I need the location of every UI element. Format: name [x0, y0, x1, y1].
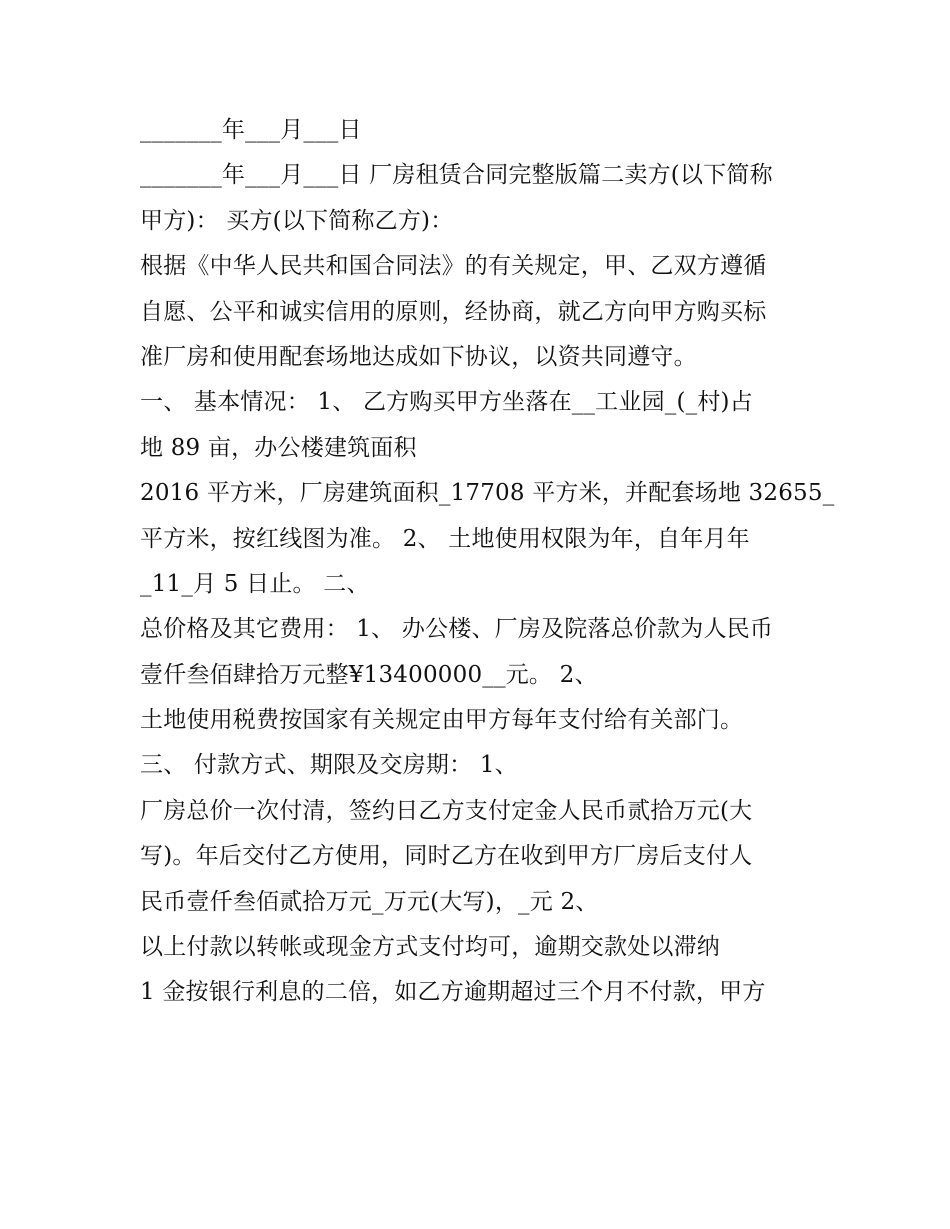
- text-line: 自愿、公平和诚实信用的原则，经协商，就乙方向甲方购买标: [140, 298, 767, 325]
- text-line: _______年___月___日: [140, 117, 362, 143]
- text-line: 厂房总价一次付清，签约日乙方支付定金人民币贰拾万元(大: [140, 797, 753, 824]
- text-line: 总价格及其它费用： 1、 办公楼、厂房及院落总价款为人民币: [140, 616, 774, 643]
- text-line: 平方米，按红线图为准。 2、 土地使用权限为年，自年月年: [140, 525, 750, 552]
- text-line: 准厂房和使用配套场地达成如下协议，以资共同遵守。: [140, 343, 697, 370]
- text-line: 以上付款以转帐或现金方式支付均可，逾期交款处以滞纳: [140, 934, 720, 961]
- text-line: 地 89 亩，办公楼建筑面积: [140, 434, 417, 461]
- text-line: 土地使用税费按国家有关规定由甲方每年支付给有关部门。: [140, 707, 744, 734]
- text-line: 根据《中华人民共和国合同法》的有关规定，甲、乙双方遵循: [140, 253, 767, 280]
- text-line: 三、 付款方式、期限及交房期： 1、: [140, 752, 518, 779]
- text-line: _11_月 5 日止。 二、: [140, 570, 370, 597]
- text-line: 一、 基本情况： 1、 乙方购买甲方坐落在__工业园_(_村)占: [140, 389, 753, 416]
- text-line: 民币壹仟叁佰贰拾万元_万元(大写)，_元 2、: [140, 888, 599, 915]
- text-line: 壹仟叁佰肆拾万元整¥13400000__元。 2、: [140, 661, 598, 688]
- text-line: _______年___月___日 厂房租赁合同完整版篇二卖方(以下简称: [140, 162, 773, 189]
- text-line: 甲方)： 买方(以下简称乙方)：: [140, 207, 454, 234]
- document-body: [140, 108, 835, 1016]
- text-line: 1 金按银行利息的二倍，如乙方逾期超过三个月不付款，甲方: [140, 979, 766, 1006]
- text-line: 2016 平方米，厂房建筑面积_17708 平方米，并配套场地 32655_: [140, 480, 835, 507]
- text-line: 写)。年后交付乙方使用，同时乙方在收到甲方厂房后支付人: [140, 843, 753, 870]
